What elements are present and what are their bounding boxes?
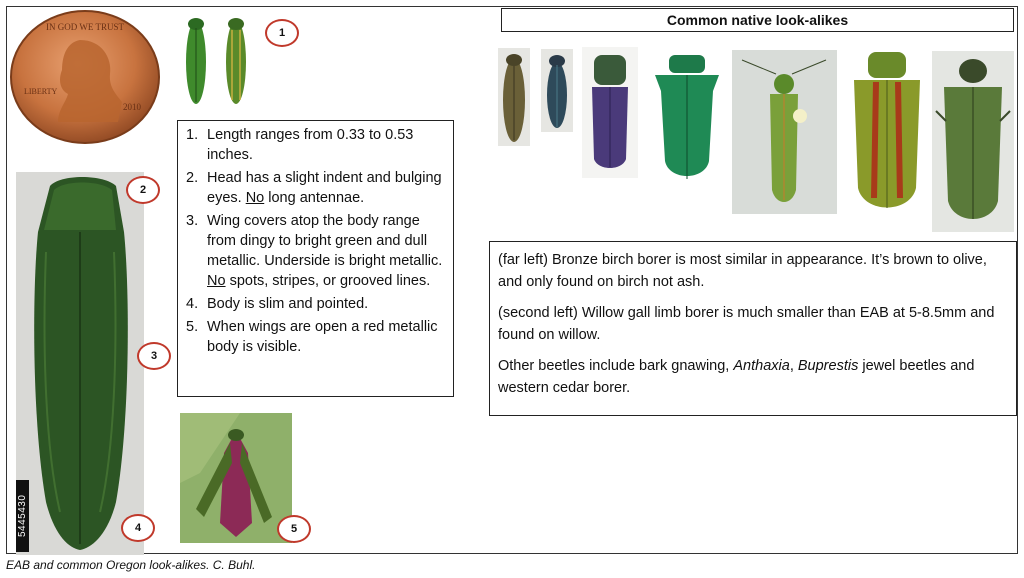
lookalikes-title: Common native look-alikes <box>501 8 1014 32</box>
eab-traits-list <box>186 125 443 357</box>
eab-large-specimen-image <box>16 172 144 555</box>
marker-4: 4 <box>121 514 155 542</box>
eab-open-wings-image <box>180 413 292 543</box>
figure-caption: EAB and common Oregon look-alikes. C. Buhl. <box>6 558 256 572</box>
trait-item: 4. Body is slim and pointed. <box>186 296 369 312</box>
note-other-beetles: Other beetles include bark gnawing, Anthaxia, Buprestis jewel beetles and western cedar borer. <box>498 358 975 396</box>
penny-year-text: 2010 <box>123 102 141 112</box>
penny-image <box>10 10 160 145</box>
willow-gall-limb-borer-image <box>541 49 573 132</box>
lookalike-beetle-6-image <box>846 48 928 220</box>
eab-small-pair-image <box>176 14 256 110</box>
marker-5: 5 <box>277 515 311 543</box>
trait-item: 5. When wings are open a red metallic body is visible. <box>186 319 438 355</box>
lookalike-beetle-5-image <box>732 50 837 214</box>
specimen-number-label: 5445430 <box>16 480 29 552</box>
lookalike-beetle-7-image <box>932 51 1014 232</box>
penny-liberty-text: LIBERTY <box>24 87 58 96</box>
note-bronze-birch-borer: (far left) Bronze birch borer is most similar in appearance. It’s brown to olive, and only found on birch not ash. <box>498 252 987 290</box>
eab-traits-box <box>177 120 454 397</box>
marker-2: 2 <box>126 176 160 204</box>
marker-1: 1 <box>265 19 299 47</box>
lookalike-beetle-3-image <box>582 47 638 178</box>
lookalikes-notes-box <box>489 241 1017 416</box>
marker-3: 3 <box>137 342 171 370</box>
trait-item: 1. Length ranges from 0.33 to 0.53 inches. <box>186 127 414 163</box>
penny-top-text: IN GOD WE TRUST <box>46 22 124 32</box>
trait-item: 3. Wing covers atop the body range from dingy to bright green and dull metallic. Underside is bright metallic. No spots, stripes, or grooved lines. <box>186 213 443 289</box>
note-willow-gall-limb-borer: (second left) Willow gall limb borer is much smaller than EAB at 5-8.5mm and found on willow. <box>498 305 995 343</box>
lookalike-beetle-4-image <box>649 51 725 190</box>
trait-item: 2. Head has a slight indent and bulging eyes. No long antennae. <box>186 170 442 206</box>
bronze-birch-borer-image <box>498 48 530 146</box>
